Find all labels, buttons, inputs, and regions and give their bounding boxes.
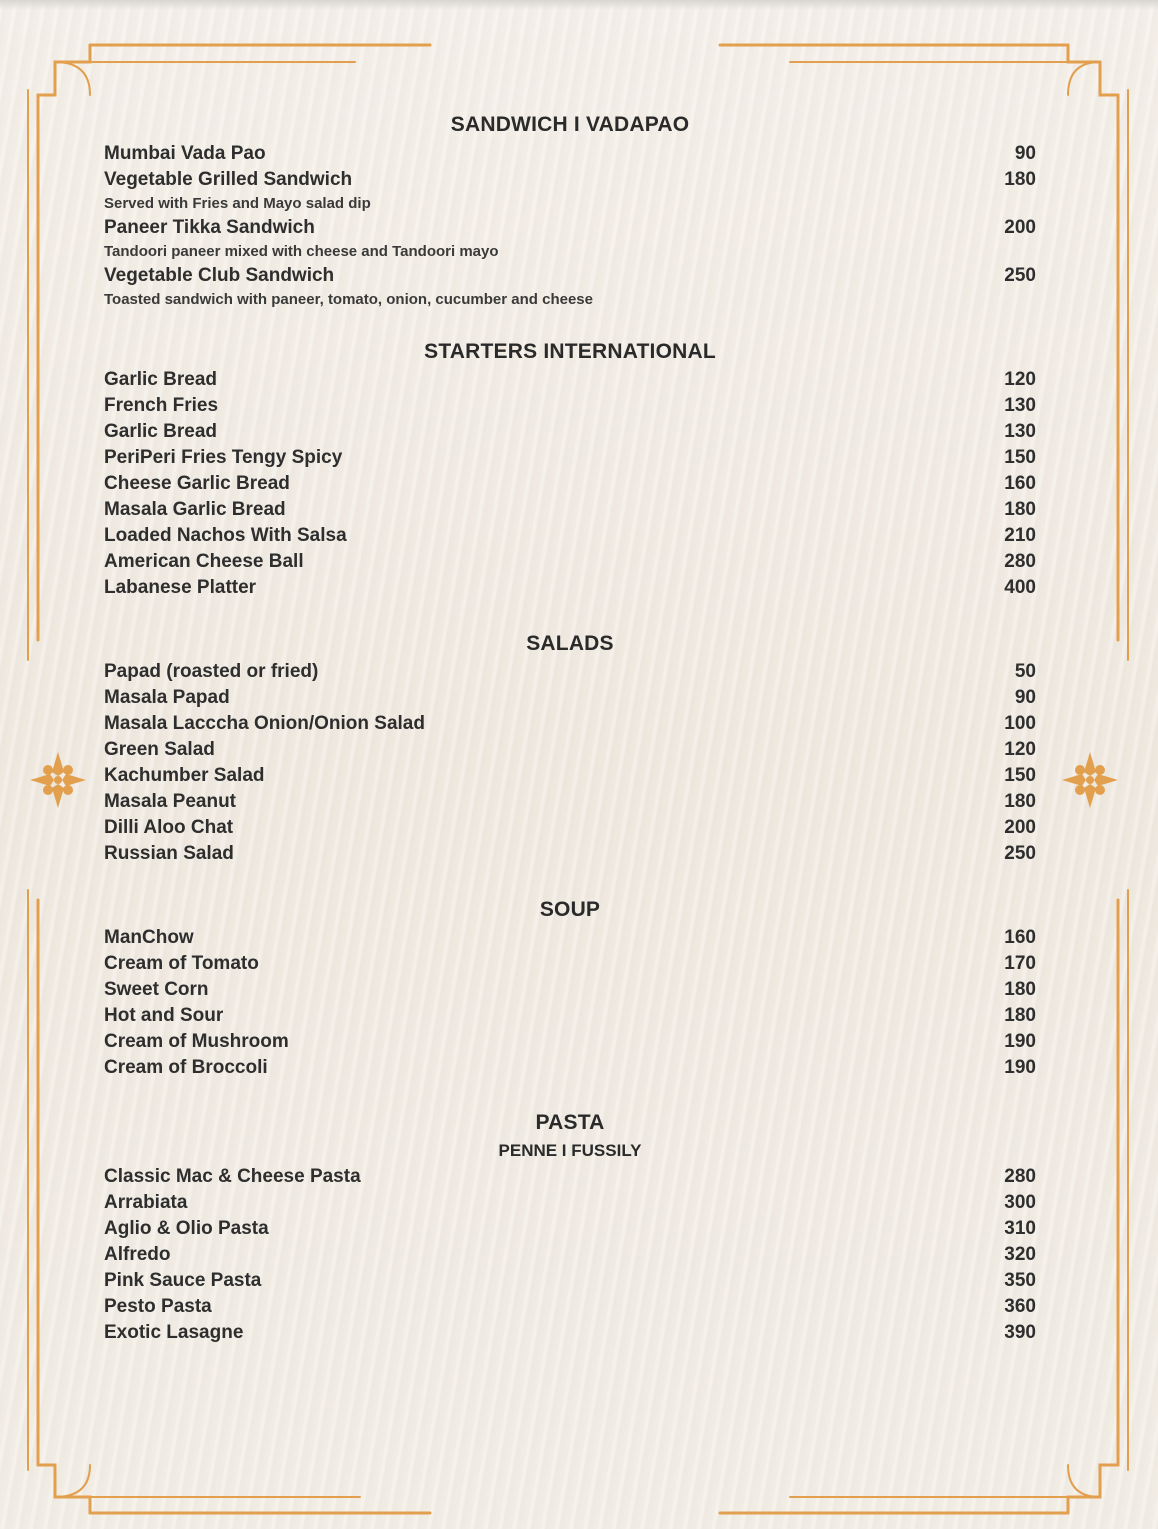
item-name: Paneer Tikka Sandwich bbox=[104, 217, 315, 238]
item-name: Cream of Broccoli bbox=[104, 1057, 268, 1078]
menu-item bbox=[104, 1029, 1036, 1055]
menu-item bbox=[104, 1055, 1036, 1081]
item-price: 160 bbox=[1004, 927, 1036, 948]
item-name: Masala Papad bbox=[104, 687, 230, 708]
item-price: 250 bbox=[1004, 265, 1036, 286]
item-price: 160 bbox=[1004, 473, 1036, 494]
menu-item bbox=[104, 523, 1036, 549]
item-name: Arrabiata bbox=[104, 1192, 188, 1213]
item-price: 50 bbox=[1014, 661, 1036, 682]
item-name: Vegetable Grilled Sandwich bbox=[104, 169, 353, 190]
menu-item bbox=[104, 367, 1036, 393]
item-price: 300 bbox=[1004, 1192, 1036, 1213]
item-price: 180 bbox=[1004, 791, 1036, 812]
menu-item bbox=[104, 789, 1036, 815]
menu-item bbox=[104, 1190, 1036, 1216]
menu-item bbox=[104, 1242, 1036, 1268]
item-name: Garlic Bread bbox=[104, 369, 217, 390]
item-price: 130 bbox=[1004, 395, 1036, 416]
menu-item bbox=[104, 1216, 1036, 1242]
item-price: 180 bbox=[1004, 1005, 1036, 1026]
item-price: 150 bbox=[1004, 447, 1036, 468]
menu-item bbox=[104, 1003, 1036, 1029]
menu-item bbox=[104, 471, 1036, 497]
item-name: ManChow bbox=[104, 927, 194, 948]
item-name: Russian Salad bbox=[104, 843, 234, 864]
item-price: 90 bbox=[1014, 687, 1036, 708]
item-price: 280 bbox=[1004, 551, 1036, 572]
menu-item bbox=[104, 815, 1036, 841]
item-name: Cheese Garlic Bread bbox=[104, 473, 290, 494]
menu-item bbox=[104, 925, 1036, 951]
item-name: Sweet Corn bbox=[104, 979, 209, 1000]
item-price: 170 bbox=[1004, 953, 1036, 974]
section-title-soup: SOUP bbox=[539, 898, 601, 921]
item-name: Green Salad bbox=[104, 739, 215, 760]
menu-item bbox=[104, 419, 1036, 445]
item-name: Masala Garlic Bread bbox=[104, 499, 286, 520]
item-name: Pesto Pasta bbox=[104, 1296, 212, 1317]
item-price: 150 bbox=[1004, 765, 1036, 786]
section-title-salads: SALADS bbox=[526, 632, 614, 655]
item-name: Mumbai Vada Pao bbox=[104, 143, 266, 164]
menu-item bbox=[104, 263, 1036, 289]
item-name: Classic Mac & Cheese Pasta bbox=[104, 1166, 361, 1187]
item-name: Dilli Aloo Chat bbox=[104, 817, 234, 838]
item-price: 320 bbox=[1004, 1244, 1036, 1265]
item-name: Cream of Tomato bbox=[104, 953, 259, 974]
menu-item bbox=[104, 497, 1036, 523]
item-description: Toasted sandwich with paneer, tomato, onion, cucumber and cheese bbox=[104, 291, 593, 308]
item-name: PeriPeri Fries Tengy Spicy bbox=[104, 447, 343, 468]
menu-item bbox=[104, 575, 1036, 601]
item-name: Kachumber Salad bbox=[104, 765, 265, 786]
item-price: 280 bbox=[1004, 1166, 1036, 1187]
item-price: 250 bbox=[1004, 843, 1036, 864]
menu-item bbox=[104, 685, 1036, 711]
item-price: 130 bbox=[1004, 421, 1036, 442]
item-price: 210 bbox=[1004, 525, 1036, 546]
menu-item bbox=[104, 763, 1036, 789]
item-name: Masala Lacccha Onion/Onion Salad bbox=[104, 713, 425, 734]
menu-item bbox=[104, 445, 1036, 471]
menu-item bbox=[104, 1320, 1036, 1346]
item-price: 90 bbox=[1014, 143, 1036, 164]
item-price: 350 bbox=[1004, 1270, 1036, 1291]
item-price: 180 bbox=[1004, 499, 1036, 520]
item-name: Cream of Mushroom bbox=[104, 1031, 289, 1052]
menu-item bbox=[104, 141, 1036, 167]
item-price: 120 bbox=[1004, 739, 1036, 760]
item-name: Alfredo bbox=[104, 1244, 171, 1265]
item-description: Tandoori paneer mixed with cheese and Tandoori mayo bbox=[104, 243, 499, 260]
section-title-pasta: PASTA bbox=[535, 1111, 605, 1134]
item-name: Masala Peanut bbox=[104, 791, 236, 812]
item-price: 390 bbox=[1004, 1322, 1036, 1343]
item-price: 310 bbox=[1004, 1218, 1036, 1239]
menu-item bbox=[104, 549, 1036, 575]
item-name: Aglio & Olio Pasta bbox=[104, 1218, 269, 1239]
item-name: French Fries bbox=[104, 395, 219, 416]
item-description: Served with Fries and Mayo salad dip bbox=[104, 195, 371, 212]
menu-item bbox=[104, 711, 1036, 737]
item-price: 190 bbox=[1004, 1031, 1036, 1052]
menu-item bbox=[104, 977, 1036, 1003]
item-price: 100 bbox=[1004, 713, 1036, 734]
menu-item bbox=[104, 215, 1036, 241]
item-price: 360 bbox=[1004, 1296, 1036, 1317]
menu-item bbox=[104, 841, 1036, 867]
item-price: 200 bbox=[1004, 217, 1036, 238]
section-title-sandwich: SANDWICH I VADAPAO bbox=[450, 113, 690, 136]
section-title-starters: STARTERS INTERNATIONAL bbox=[424, 340, 716, 363]
item-price: 400 bbox=[1004, 577, 1036, 598]
item-price: 180 bbox=[1004, 169, 1036, 190]
item-name: Pink Sauce Pasta bbox=[104, 1270, 262, 1291]
item-name: Labanese Platter bbox=[104, 577, 257, 598]
item-price: 120 bbox=[1004, 369, 1036, 390]
item-name: Loaded Nachos With Salsa bbox=[104, 525, 347, 546]
menu-item bbox=[104, 1294, 1036, 1320]
item-name: Garlic Bread bbox=[104, 421, 217, 442]
menu-item bbox=[104, 393, 1036, 419]
item-price: 180 bbox=[1004, 979, 1036, 1000]
section-subtitle-pasta: PENNE I FUSSILY bbox=[498, 1141, 642, 1160]
menu-item bbox=[104, 167, 1036, 193]
item-price: 200 bbox=[1004, 817, 1036, 838]
item-name: Papad (roasted or fried) bbox=[104, 661, 319, 682]
item-name: American Cheese Ball bbox=[104, 551, 304, 572]
menu-item bbox=[104, 659, 1036, 685]
item-name: Exotic Lasagne bbox=[104, 1322, 244, 1343]
menu-item bbox=[104, 1268, 1036, 1294]
item-name: Vegetable Club Sandwich bbox=[104, 265, 335, 286]
menu-item bbox=[104, 1164, 1036, 1190]
menu-item bbox=[104, 737, 1036, 763]
item-price: 190 bbox=[1004, 1057, 1036, 1078]
menu-item bbox=[104, 951, 1036, 977]
item-name: Hot and Sour bbox=[104, 1005, 224, 1026]
